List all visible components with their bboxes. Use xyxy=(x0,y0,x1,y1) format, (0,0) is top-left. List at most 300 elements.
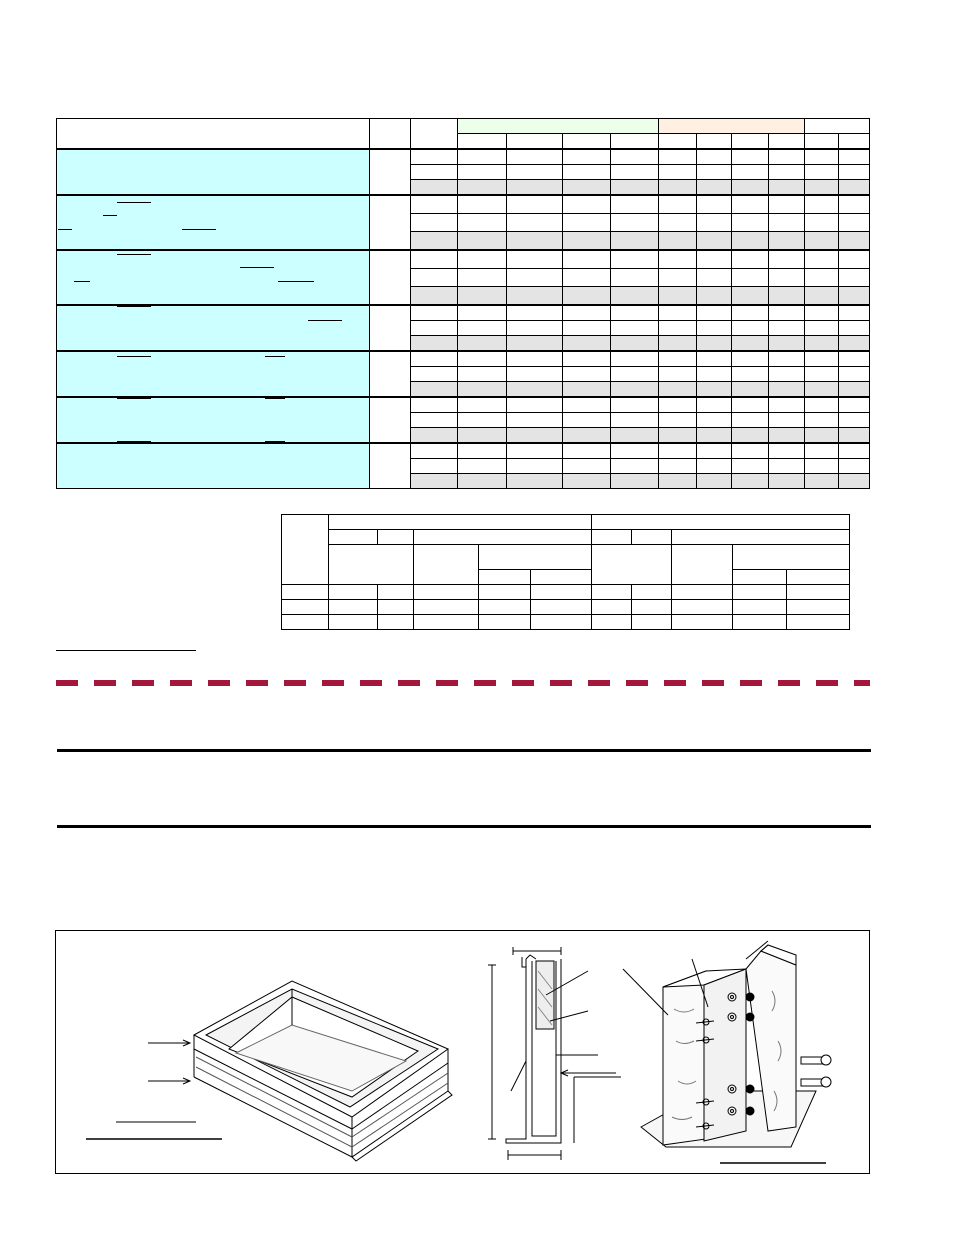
spec-value-cell xyxy=(769,321,805,336)
spec-value-cell xyxy=(411,165,458,180)
spec-value-cell xyxy=(458,287,507,306)
spec-value-cell xyxy=(769,336,805,352)
spec-value-cell xyxy=(732,397,769,413)
spec-value-cell xyxy=(805,382,839,398)
spec-value-cell xyxy=(732,149,769,165)
spec-value-cell xyxy=(659,413,697,428)
spec-value-cell xyxy=(769,214,805,232)
spec-data-row xyxy=(57,443,870,459)
spec-value-cell xyxy=(507,443,563,459)
sub-header-cell xyxy=(632,530,672,545)
frame-drawing xyxy=(86,981,452,1161)
spec-value-cell xyxy=(458,397,507,413)
spec-value-cell xyxy=(507,413,563,428)
desc-underline xyxy=(117,398,151,399)
spec-value-cell xyxy=(563,287,611,306)
spec-value-cell xyxy=(458,149,507,165)
spec-value-cell xyxy=(507,287,563,306)
section-rule-bottom xyxy=(57,825,871,828)
spec-value-cell xyxy=(411,287,458,306)
sub-data-row xyxy=(282,615,850,630)
desc-underline xyxy=(117,254,151,255)
spec-value-cell xyxy=(411,195,458,214)
spec-value-cell xyxy=(769,367,805,382)
spec-value-cell xyxy=(458,214,507,232)
spec-value-cell xyxy=(697,336,732,352)
spec-value-cell xyxy=(769,287,805,306)
spec-value-cell xyxy=(805,232,839,251)
spec-value-cell xyxy=(507,214,563,232)
spec-value-cell xyxy=(611,382,659,398)
spec-value-cell xyxy=(839,321,870,336)
spec-value-cell xyxy=(659,428,697,444)
sub-header-cell xyxy=(414,530,592,545)
spec-value-cell xyxy=(563,413,611,428)
spec-value-cell xyxy=(697,382,732,398)
spec-value-cell xyxy=(659,149,697,165)
spec-value-cell xyxy=(458,474,507,489)
spec-value-cell xyxy=(732,428,769,444)
spec-value-cell xyxy=(805,305,839,321)
spec-value-cell xyxy=(611,269,659,287)
desc-underline xyxy=(58,229,72,230)
spec-value-cell xyxy=(769,443,805,459)
spec-value-cell xyxy=(697,367,732,382)
spec-value-cell xyxy=(411,367,458,382)
spec-value-cell xyxy=(659,443,697,459)
spec-value-cell xyxy=(839,149,870,165)
spec-value-cell xyxy=(732,351,769,367)
spec-value-cell xyxy=(411,382,458,398)
desc-underline xyxy=(240,267,274,268)
spec-data-row xyxy=(57,397,870,413)
header-sub xyxy=(563,134,611,150)
spec-value-cell xyxy=(732,443,769,459)
spec-value-cell xyxy=(507,336,563,352)
spec-value-cell xyxy=(611,165,659,180)
sub-header-cell xyxy=(329,545,414,585)
header-sub xyxy=(659,134,697,150)
spec-description-cell xyxy=(57,250,370,305)
spec-description-cell xyxy=(57,149,370,195)
spec-value-cell xyxy=(458,321,507,336)
spec-value-cell xyxy=(839,336,870,352)
desc-underline xyxy=(182,229,216,230)
sub-header-cell xyxy=(592,545,672,585)
spec-value-cell xyxy=(732,232,769,251)
spec-value-cell xyxy=(563,214,611,232)
spec-value-cell xyxy=(611,474,659,489)
spec-value-cell xyxy=(839,397,870,413)
spec-value-cell xyxy=(611,367,659,382)
spec-value-cell xyxy=(805,165,839,180)
desc-underline xyxy=(265,356,285,357)
spec-value-cell xyxy=(458,367,507,382)
sub-header-cell xyxy=(414,545,479,585)
spec-value-cell xyxy=(411,336,458,352)
spec-value-cell xyxy=(697,413,732,428)
sub-header-cell xyxy=(378,530,414,545)
spec-description-cell xyxy=(57,195,370,250)
spec-value-cell xyxy=(732,214,769,232)
spec-value-cell xyxy=(411,321,458,336)
spec-value-cell xyxy=(697,321,732,336)
spec-value-cell xyxy=(458,165,507,180)
spec-value-cell xyxy=(732,321,769,336)
spec-value-cell xyxy=(507,232,563,251)
spec-value-cell xyxy=(611,195,659,214)
spec-value-cell xyxy=(411,180,458,196)
header-last-group xyxy=(805,119,870,134)
spec-value-cell xyxy=(769,474,805,489)
header-col-2 xyxy=(370,119,411,150)
spec-value-cell xyxy=(611,397,659,413)
spec-value-cell xyxy=(659,382,697,398)
spec-value-cell xyxy=(839,195,870,214)
spec-value-cell xyxy=(732,195,769,214)
spec-value-cell xyxy=(805,180,839,196)
spec-value-cell xyxy=(458,443,507,459)
spec-value-cell xyxy=(611,336,659,352)
spec-value-cell xyxy=(563,232,611,251)
spec-value-cell xyxy=(411,351,458,367)
spec-value-cell xyxy=(507,321,563,336)
sub-table xyxy=(281,514,850,630)
spec-value-cell xyxy=(659,305,697,321)
spec-value-cell xyxy=(507,180,563,196)
spec-value-cell xyxy=(805,287,839,306)
spec-value-cell xyxy=(697,397,732,413)
spec-value-cell xyxy=(659,336,697,352)
header-sub xyxy=(805,134,839,150)
spec-value-cell xyxy=(697,443,732,459)
sub-header-cell xyxy=(672,545,733,585)
spec-value-cell xyxy=(697,269,732,287)
spec-value-cell xyxy=(458,459,507,474)
spec-value-cell xyxy=(411,305,458,321)
spec-value-cell xyxy=(697,214,732,232)
spec-value-cell xyxy=(563,428,611,444)
spec-value-cell xyxy=(507,250,563,269)
spec-col-2-cell xyxy=(370,305,411,351)
spec-value-cell xyxy=(697,149,732,165)
spec-value-cell xyxy=(659,287,697,306)
spec-value-cell xyxy=(458,269,507,287)
spec-value-cell xyxy=(839,165,870,180)
spec-value-cell xyxy=(697,250,732,269)
sub-header-cell xyxy=(733,570,787,585)
spec-value-cell xyxy=(697,287,732,306)
spec-value-cell xyxy=(458,180,507,196)
spec-value-cell xyxy=(805,149,839,165)
spec-value-cell xyxy=(697,459,732,474)
spec-value-cell xyxy=(732,287,769,306)
desc-underline xyxy=(278,281,314,282)
spec-value-cell xyxy=(697,474,732,489)
sub-header-row-2 xyxy=(282,530,850,545)
spec-value-cell xyxy=(659,397,697,413)
spec-col-2-cell xyxy=(370,397,411,443)
spec-value-cell xyxy=(839,382,870,398)
spec-value-cell xyxy=(839,443,870,459)
spec-value-cell xyxy=(659,351,697,367)
spec-description-cell xyxy=(57,443,370,489)
spec-value-cell xyxy=(659,321,697,336)
spec-value-cell xyxy=(563,351,611,367)
spec-value-cell xyxy=(507,195,563,214)
spec-value-cell xyxy=(563,321,611,336)
spec-value-cell xyxy=(805,397,839,413)
header-col-3 xyxy=(411,119,458,150)
spec-value-cell xyxy=(563,195,611,214)
spec-value-cell xyxy=(732,413,769,428)
post-bolt-assembly-drawing xyxy=(623,941,831,1163)
spec-value-cell xyxy=(563,269,611,287)
spec-description-cell xyxy=(57,397,370,443)
spec-value-cell xyxy=(805,428,839,444)
spec-value-cell xyxy=(769,250,805,269)
spec-value-cell xyxy=(732,165,769,180)
spec-value-cell xyxy=(458,250,507,269)
spec-value-cell xyxy=(659,165,697,180)
spec-value-cell xyxy=(507,305,563,321)
sub-header-group-a xyxy=(329,515,592,530)
spec-value-cell xyxy=(611,250,659,269)
spec-value-cell xyxy=(458,351,507,367)
spec-value-cell xyxy=(563,443,611,459)
spec-value-cell xyxy=(563,397,611,413)
spec-value-cell xyxy=(563,336,611,352)
sub-header-cell xyxy=(787,570,850,585)
spec-value-cell xyxy=(563,382,611,398)
spec-value-cell xyxy=(411,428,458,444)
spec-value-cell xyxy=(411,397,458,413)
spec-value-cell xyxy=(411,459,458,474)
desc-underline xyxy=(74,281,90,282)
spec-value-cell xyxy=(507,149,563,165)
spec-value-cell xyxy=(611,428,659,444)
spec-value-cell xyxy=(563,250,611,269)
spec-value-cell xyxy=(769,351,805,367)
spec-value-cell xyxy=(458,428,507,444)
spec-value-cell xyxy=(769,428,805,444)
spec-value-cell xyxy=(839,232,870,251)
spec-col-2-cell xyxy=(370,443,411,489)
spec-value-cell xyxy=(805,336,839,352)
spec-value-cell xyxy=(411,232,458,251)
desc-underline xyxy=(265,441,285,442)
spec-value-cell xyxy=(805,367,839,382)
spec-value-cell xyxy=(611,413,659,428)
spec-description-cell xyxy=(57,305,370,351)
spec-value-cell xyxy=(732,474,769,489)
spec-value-cell xyxy=(411,413,458,428)
spec-value-cell xyxy=(697,180,732,196)
sub-data-row xyxy=(282,585,850,600)
spec-value-cell xyxy=(458,336,507,352)
spec-table xyxy=(56,118,870,489)
spec-value-cell xyxy=(507,382,563,398)
spec-value-cell xyxy=(805,351,839,367)
spec-value-cell xyxy=(769,165,805,180)
spec-value-cell xyxy=(507,165,563,180)
spec-value-cell xyxy=(563,305,611,321)
desc-underline xyxy=(308,320,342,321)
spec-value-cell xyxy=(839,250,870,269)
header-peach-group xyxy=(659,119,805,134)
spec-value-cell xyxy=(769,232,805,251)
header-sub xyxy=(611,134,659,150)
sub-header-cell xyxy=(592,530,632,545)
spec-value-cell xyxy=(611,321,659,336)
header-sub xyxy=(458,134,507,150)
spec-value-cell xyxy=(659,367,697,382)
header-green-group xyxy=(458,119,659,134)
section-rule-top xyxy=(57,749,871,752)
header-sub xyxy=(697,134,732,150)
spec-value-cell xyxy=(805,413,839,428)
spec-value-cell xyxy=(839,287,870,306)
spec-value-cell xyxy=(697,351,732,367)
sub-header-cell xyxy=(479,570,531,585)
spec-value-cell xyxy=(805,269,839,287)
spec-value-cell xyxy=(732,269,769,287)
spec-value-cell xyxy=(659,195,697,214)
spec-value-cell xyxy=(507,269,563,287)
spec-value-cell xyxy=(563,149,611,165)
spec-col-2-cell xyxy=(370,149,411,195)
spec-value-cell xyxy=(611,305,659,321)
spec-value-cell xyxy=(611,214,659,232)
figure-box xyxy=(55,930,870,1174)
spec-value-cell xyxy=(697,165,732,180)
spec-value-cell xyxy=(839,305,870,321)
spec-value-cell xyxy=(732,305,769,321)
spec-value-cell xyxy=(732,250,769,269)
spec-col-2-cell xyxy=(370,250,411,305)
spec-value-cell xyxy=(839,351,870,367)
spec-value-cell xyxy=(458,413,507,428)
spec-value-cell xyxy=(805,459,839,474)
spec-value-cell xyxy=(659,250,697,269)
spec-value-cell xyxy=(805,321,839,336)
desc-underline xyxy=(117,441,151,442)
spec-value-cell xyxy=(769,149,805,165)
spec-value-cell xyxy=(411,250,458,269)
spec-value-cell xyxy=(839,180,870,196)
spec-value-cell xyxy=(659,474,697,489)
spec-data-row xyxy=(57,195,870,214)
spec-description-cell xyxy=(57,351,370,397)
spec-value-cell xyxy=(732,180,769,196)
spec-value-cell xyxy=(839,428,870,444)
spec-value-cell xyxy=(411,474,458,489)
spec-value-cell xyxy=(411,214,458,232)
header-sub xyxy=(507,134,563,150)
spec-value-cell xyxy=(458,382,507,398)
spec-value-cell xyxy=(611,351,659,367)
spec-value-cell xyxy=(839,269,870,287)
spec-value-cell xyxy=(659,180,697,196)
spec-value-cell xyxy=(507,428,563,444)
spec-value-cell xyxy=(805,250,839,269)
sub-header-cell xyxy=(479,545,592,570)
sub-header-cell xyxy=(329,530,378,545)
channel-section-drawing xyxy=(488,947,621,1160)
desc-underline xyxy=(103,215,117,216)
desc-underline xyxy=(265,398,285,399)
spec-col-2-cell xyxy=(370,195,411,250)
sub-header-first xyxy=(282,515,329,585)
desc-underline xyxy=(117,306,151,307)
spec-value-cell xyxy=(611,149,659,165)
red-dashed-divider xyxy=(56,680,870,686)
spec-value-cell xyxy=(507,397,563,413)
spec-value-cell xyxy=(732,382,769,398)
footnote-rule xyxy=(56,650,196,651)
header-sub xyxy=(769,134,805,150)
spec-value-cell xyxy=(611,180,659,196)
spec-value-cell xyxy=(458,232,507,251)
spec-value-cell xyxy=(611,232,659,251)
spec-value-cell xyxy=(839,214,870,232)
spec-value-cell xyxy=(563,180,611,196)
spec-data-row xyxy=(57,149,870,165)
spec-data-row xyxy=(57,305,870,321)
spec-value-cell xyxy=(611,443,659,459)
spec-value-cell xyxy=(769,180,805,196)
header-sub xyxy=(732,134,769,150)
spec-value-cell xyxy=(769,397,805,413)
spec-value-cell xyxy=(659,269,697,287)
spec-value-cell xyxy=(611,287,659,306)
spec-value-cell xyxy=(563,474,611,489)
sub-header-row-3 xyxy=(282,545,850,570)
sub-header-cell xyxy=(672,530,850,545)
header-sub xyxy=(839,134,870,150)
sub-header-row-1 xyxy=(282,515,850,530)
spec-value-cell xyxy=(732,336,769,352)
spec-value-cell xyxy=(769,459,805,474)
spec-value-cell xyxy=(839,459,870,474)
spec-value-cell xyxy=(839,367,870,382)
spec-value-cell xyxy=(507,459,563,474)
spec-data-row xyxy=(57,250,870,269)
spec-value-cell xyxy=(507,474,563,489)
spec-col-2-cell xyxy=(370,351,411,397)
spec-value-cell xyxy=(563,459,611,474)
spec-value-cell xyxy=(769,195,805,214)
spec-value-cell xyxy=(659,232,697,251)
spec-value-cell xyxy=(697,305,732,321)
spec-value-cell xyxy=(659,459,697,474)
spec-value-cell xyxy=(697,195,732,214)
spec-header-row-1 xyxy=(57,119,870,134)
spec-value-cell xyxy=(769,269,805,287)
spec-value-cell xyxy=(805,195,839,214)
spec-value-cell xyxy=(563,165,611,180)
spec-value-cell xyxy=(458,305,507,321)
desc-underline xyxy=(117,202,151,203)
spec-value-cell xyxy=(732,367,769,382)
spec-value-cell xyxy=(697,232,732,251)
spec-value-cell xyxy=(805,474,839,489)
spec-value-cell xyxy=(563,367,611,382)
sub-header-cell xyxy=(733,545,850,570)
spec-value-cell xyxy=(411,149,458,165)
spec-value-cell xyxy=(507,367,563,382)
spec-value-cell xyxy=(805,443,839,459)
